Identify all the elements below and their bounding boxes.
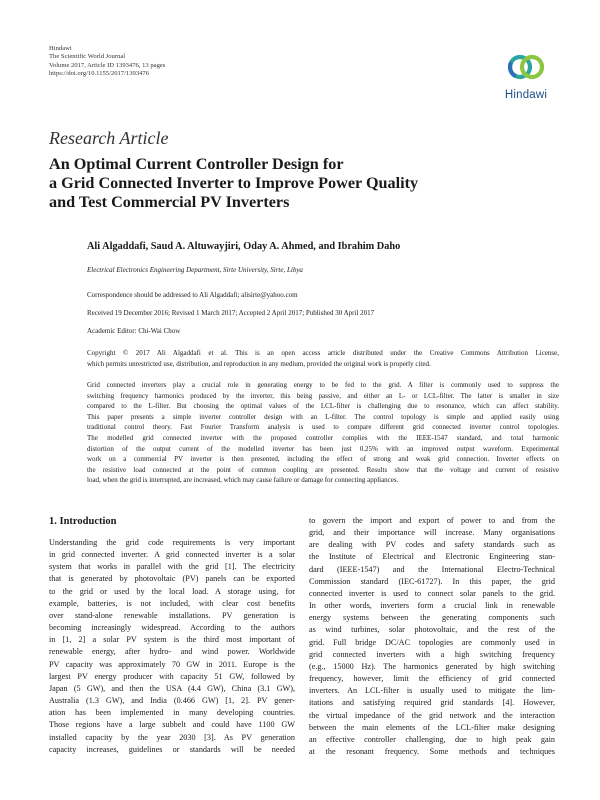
body-line: system that works in parallel with the grid [1]. The electricity	[49, 562, 295, 572]
abstract-line: The modelled grid connected inverter with the proposed controller complies with the IEEE-1547 standard, and total harmonic	[87, 433, 559, 442]
body-line: connected inverter is used to connect solar panels to the grid.	[309, 588, 555, 598]
body-line: In other words, inverters form a crucial link in renewable	[309, 601, 555, 611]
body-line: between the main elements of the LCL-filter make designing	[309, 722, 555, 732]
body-line: inverters. An LCL-filter is usually used to mitigate the lim-	[309, 686, 555, 696]
body-line: Understanding the grid code requirements is very important	[49, 538, 295, 547]
body-line: renewable energy, after hydro- and wind power. Worldwide	[49, 647, 295, 657]
body-line: example, batteries, is not included, with clear cost benefits	[49, 598, 295, 608]
section-heading: 1. Introduction	[49, 516, 117, 527]
publication-dates: Received 19 December 2016; Revised 1 March 2017; Accepted 2 April 2017; Published 30 April 2017	[87, 309, 375, 317]
abstract-line: work on a commercial PV inverter is then presented, including the effect of strong and weak grid connection. Inverter effects on	[87, 455, 559, 464]
abstract	[87, 380, 559, 486]
body-line: at the resonant frequency. Some methods and techniques	[309, 746, 555, 756]
title-line: a Grid Connected Inverter to Improve Power Quality	[49, 174, 419, 192]
title-line: An Optimal Current Controller Design for	[49, 155, 344, 173]
body-line: Commission standard (IEC-61727). In this paper, the grid	[309, 576, 555, 586]
body-line: grid, and their importance will increase. Many organisations	[309, 528, 555, 538]
body-line: the Institute of Electrical and Electronic Engineering stan-	[309, 552, 555, 562]
body-line: Australia (1.3 GW), and India (0.466 GW) [1, 2]. PV gener-	[49, 696, 295, 706]
body-line: itations and satisfying required grid standards [4]. However,	[309, 698, 555, 708]
correspondence: Correspondence should be addressed to Ali Algaddafi; alisirte@yahoo.com	[87, 291, 298, 299]
abstract-line: This paper presents a simple inverter controller design with an L-filter. The control topology is simple and applied easily using	[87, 412, 559, 421]
body-line: in [1, 2] a solar PV system is the third most important of	[49, 635, 295, 645]
doi-link[interactable]: https://doi.org/10.1155/2017/1393476	[49, 70, 150, 78]
journal-name: The Scientific World Journal	[49, 53, 126, 61]
body-line: largest PV energy producer with capacity 51 GW, followed by	[49, 671, 295, 681]
body-line: grid connected inverters with a high switching frequency	[309, 649, 555, 659]
paper-title	[49, 155, 529, 212]
author-list: Ali Algaddafi, Saud A. Altuwayjiri, Oday A. Ahmed, and Ibrahim Daho	[87, 241, 401, 252]
body-line: to the grid or used by the local load. A storage using, for	[49, 586, 295, 596]
abstract-line: switching frequency harmonics produced by the inverter, this being passive, and either an L- or LCL-filter. The latter is smaller in size	[87, 391, 559, 400]
abstract-line: the resistive load connected at the point of common coupling are presented. Results show that the voltage and current of resistive	[87, 465, 559, 474]
body-column-right	[309, 515, 555, 758]
body-line: in grid connected inverter. A grid connected inverter is a solar	[49, 550, 295, 560]
body-line: Those regions have a large subbelt and could have 1100 GW	[49, 720, 295, 730]
body-line: are dealing with PV codes and safety standards such as	[309, 540, 555, 550]
body-line: over stand-alone renewable installations. PV generation is	[49, 610, 295, 620]
article-type: Research Article	[49, 128, 169, 148]
body-line: as wind turbines, solar photovoltaic, and the rest of the	[309, 625, 555, 635]
body-line: PV capacity was approximately 70 GW in 2011. Europe is the	[49, 659, 295, 669]
copyright-line: Copyright © 2017 Ali Algaddafi et al. This is an open access article distributed under the Creative Commons Attribution License,	[87, 349, 559, 357]
abstract-line: load, when the grid is interrupted, are increased, which may cause failure or damage for connecting appliances.	[87, 476, 399, 485]
body-line: becoming increasingly widespread. According to the authors	[49, 623, 295, 633]
publisher-name: Hindawi	[49, 45, 72, 52]
title-line: and Test Commercial PV Inverters	[49, 193, 290, 211]
body-line: (e.g., 15000 Hz). The harmonics generated by high switching	[309, 661, 555, 671]
hindawi-logo-text: Hindawi	[504, 89, 548, 101]
journal-header	[49, 45, 165, 79]
abstract-line: distortion of the output current of the modelled inverter has been just 0.25% with an improved output waveform. Experimental	[87, 444, 559, 453]
body-line: capacity increases, guidelines or standards will be needed	[49, 744, 295, 754]
academic-editor: Academic Editor: Chi-Wai Chow	[87, 327, 181, 335]
copyright-notice	[87, 348, 559, 370]
body-line: installed capacity by the year 2030 [3]. As PV generation	[49, 732, 295, 742]
copyright-line: which permits unrestricted use, distribution, and reproduction in any medium, provided the original work is properly cited.	[87, 359, 431, 368]
abstract-line: Grid connected inverters play a crucial role in generating energy to be fed to the grid. A filter is commonly used to suppress the	[87, 381, 559, 389]
abstract-line: traditional control theory. Fast Fourier Transform analysis is used to compare different grid connected inverter control topologies.	[87, 423, 559, 432]
body-column-left	[49, 537, 295, 756]
body-line: energy systems between the generating components such	[309, 613, 555, 623]
affiliation: Electrical Electronics Engineering Department, Sirte University, Sirte, Libya	[87, 266, 303, 274]
body-line: an effective controller challenging, due to high peak gain	[309, 734, 555, 744]
volume-info: Volume 2017, Article ID 1393476, 13 pages	[49, 61, 166, 69]
body-line: to govern the import and export of power to and from the	[309, 516, 555, 525]
abstract-line: compared to the L-filter. But choosing the optimal values of the LCL-filter is challenging due to resonance, which can affect stability.	[87, 402, 559, 411]
body-line: Japan (5 GW), and then the USA (4.4 GW), China (3.1 GW),	[49, 683, 295, 693]
body-line: that is generated by photovoltaic (PV) panels can be exported	[49, 574, 295, 584]
body-line: frequency, however, limit the efficiency of grid connected	[309, 674, 555, 684]
body-line: dard (IEEE-1547) and the International Electro-Technical	[309, 564, 555, 574]
body-line: grid. Full bridge DC/AC topologies are commonly used in	[309, 637, 555, 647]
body-line: ation has been implemented in many developing countries.	[49, 708, 295, 718]
body-line: the virtual impedance of the grid network and the interaction	[309, 710, 555, 720]
